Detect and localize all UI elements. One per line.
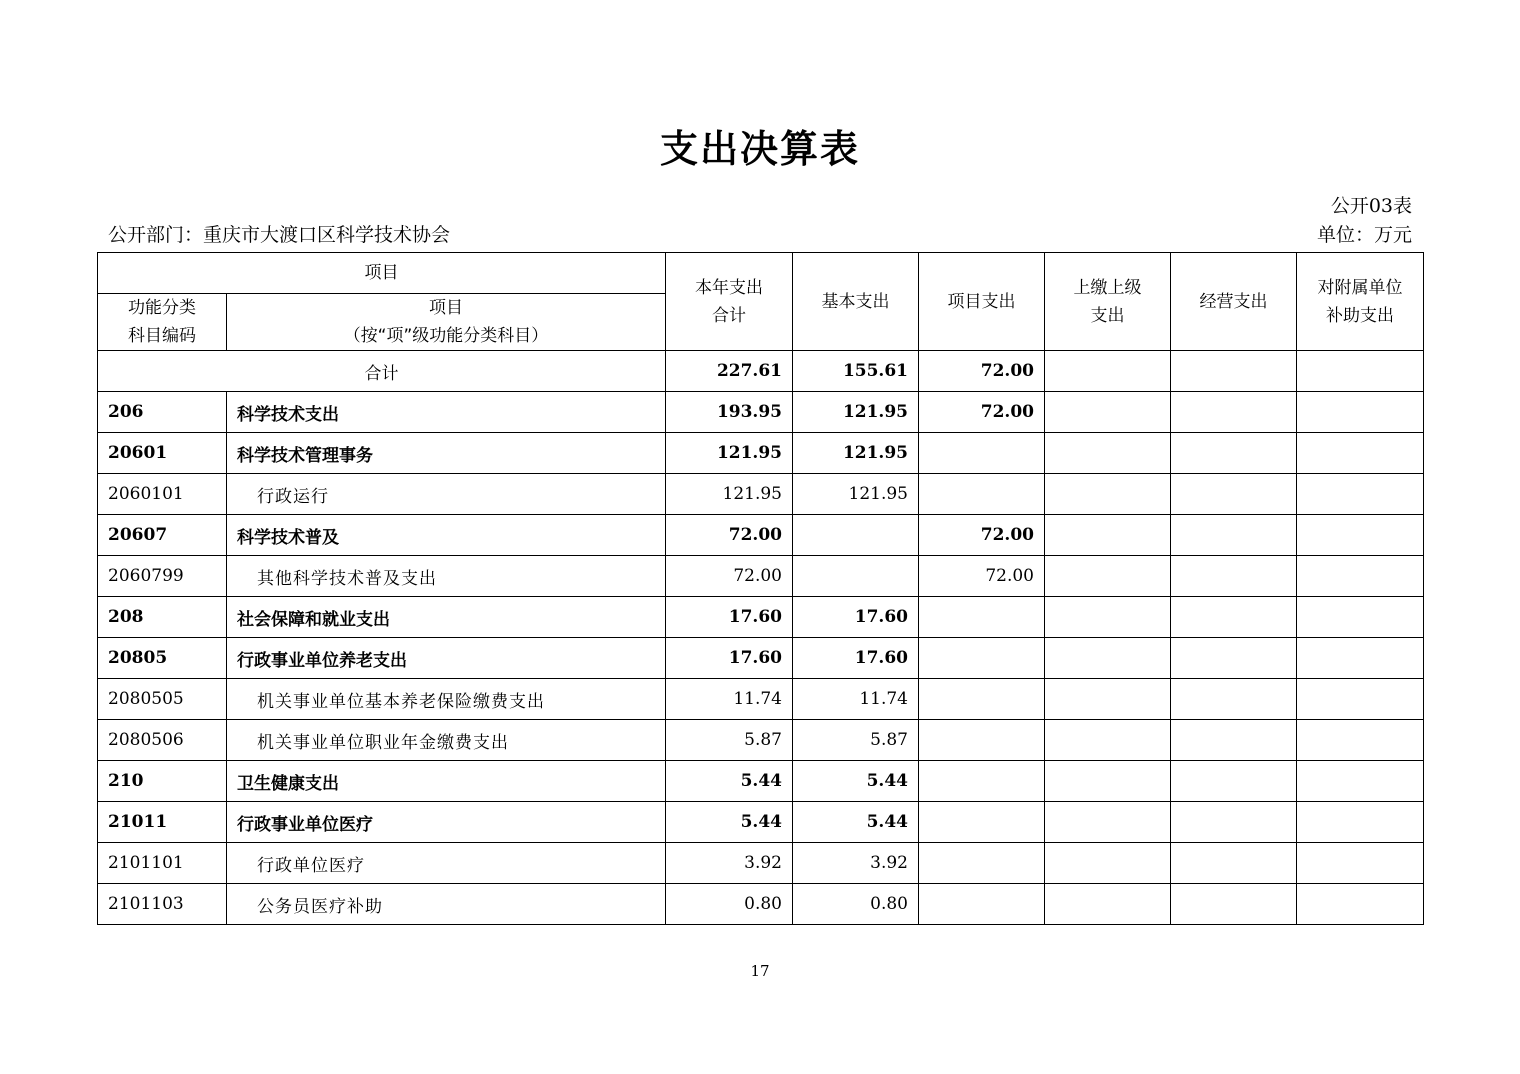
cell-total: 11.74 bbox=[666, 679, 793, 720]
cell-total: 72.00 bbox=[666, 515, 793, 556]
cell-subsidy bbox=[1297, 392, 1424, 433]
cell-business bbox=[1171, 720, 1297, 761]
cell-project bbox=[919, 884, 1045, 925]
cell-subsidy bbox=[1297, 474, 1424, 515]
table-row bbox=[98, 515, 1424, 556]
cell-subsidy bbox=[1297, 597, 1424, 638]
cell-project: 72.00 bbox=[919, 515, 1045, 556]
cell-total: 17.60 bbox=[666, 638, 793, 679]
cell-total: 121.95 bbox=[666, 474, 793, 515]
cell-name: 行政运行 bbox=[227, 474, 666, 515]
cell-code: 21011 bbox=[98, 802, 227, 843]
cell-business bbox=[1171, 638, 1297, 679]
cell-total: 3.92 bbox=[666, 843, 793, 884]
cell-total: 5.44 bbox=[666, 802, 793, 843]
cell-business bbox=[1171, 433, 1297, 474]
cell-upper bbox=[1045, 802, 1171, 843]
cell-business bbox=[1171, 884, 1297, 925]
cell-upper bbox=[1045, 556, 1171, 597]
table-row bbox=[98, 761, 1424, 802]
cell-business bbox=[1171, 597, 1297, 638]
cell-subsidy bbox=[1297, 761, 1424, 802]
cell-name: 社会保障和就业支出 bbox=[227, 597, 666, 638]
table-row bbox=[98, 556, 1424, 597]
header-code: 功能分类 科目编码 bbox=[98, 294, 227, 351]
cell-project bbox=[919, 679, 1045, 720]
cell-name: 科学技术普及 bbox=[227, 515, 666, 556]
total-total: 227.61 bbox=[666, 351, 793, 392]
page-number: 17 bbox=[750, 962, 770, 980]
cell-name: 行政事业单位医疗 bbox=[227, 802, 666, 843]
cell-subsidy bbox=[1297, 679, 1424, 720]
total-row bbox=[98, 351, 1424, 392]
data-rows bbox=[98, 392, 1424, 925]
cell-code: 208 bbox=[98, 597, 227, 638]
table-row bbox=[98, 474, 1424, 515]
table-row bbox=[98, 433, 1424, 474]
cell-name: 其他科学技术普及支出 bbox=[227, 556, 666, 597]
cell-basic: 121.95 bbox=[793, 474, 919, 515]
cell-basic: 5.44 bbox=[793, 802, 919, 843]
cell-business bbox=[1171, 392, 1297, 433]
total-label: 合计 bbox=[98, 351, 666, 392]
cell-business bbox=[1171, 761, 1297, 802]
cell-project bbox=[919, 433, 1045, 474]
cell-code: 210 bbox=[98, 761, 227, 802]
cell-name: 科学技术管理事务 bbox=[227, 433, 666, 474]
header-total: 本年支出 合计 bbox=[666, 253, 793, 351]
table-row bbox=[98, 679, 1424, 720]
cell-name: 机关事业单位基本养老保险缴费支出 bbox=[227, 679, 666, 720]
cell-upper bbox=[1045, 638, 1171, 679]
table-row bbox=[98, 884, 1424, 925]
cell-code: 20601 bbox=[98, 433, 227, 474]
cell-basic: 5.87 bbox=[793, 720, 919, 761]
header-business: 经营支出 bbox=[1171, 253, 1297, 351]
total-subsidy bbox=[1297, 351, 1424, 392]
cell-project bbox=[919, 597, 1045, 638]
cell-total: 121.95 bbox=[666, 433, 793, 474]
cell-name: 行政事业单位养老支出 bbox=[227, 638, 666, 679]
cell-upper bbox=[1045, 515, 1171, 556]
cell-code: 20805 bbox=[98, 638, 227, 679]
cell-subsidy bbox=[1297, 556, 1424, 597]
cell-project bbox=[919, 474, 1045, 515]
cell-name: 行政单位医疗 bbox=[227, 843, 666, 884]
cell-total: 193.95 bbox=[666, 392, 793, 433]
cell-total: 5.44 bbox=[666, 761, 793, 802]
cell-basic: 121.95 bbox=[793, 433, 919, 474]
cell-project bbox=[919, 802, 1045, 843]
cell-code: 2080506 bbox=[98, 720, 227, 761]
table-row bbox=[98, 392, 1424, 433]
cell-total: 5.87 bbox=[666, 720, 793, 761]
cell-upper bbox=[1045, 884, 1171, 925]
cell-basic: 17.60 bbox=[793, 638, 919, 679]
cell-basic: 17.60 bbox=[793, 597, 919, 638]
cell-project: 72.00 bbox=[919, 392, 1045, 433]
cell-total: 0.80 bbox=[666, 884, 793, 925]
cell-basic: 5.44 bbox=[793, 761, 919, 802]
cell-upper bbox=[1045, 843, 1171, 884]
header-item: 项目 bbox=[98, 253, 666, 294]
total-project: 72.00 bbox=[919, 351, 1045, 392]
cell-subsidy bbox=[1297, 802, 1424, 843]
table-row bbox=[98, 843, 1424, 884]
cell-code: 2101101 bbox=[98, 843, 227, 884]
cell-code: 2060101 bbox=[98, 474, 227, 515]
header-upper: 上缴上级 支出 bbox=[1045, 253, 1171, 351]
cell-upper bbox=[1045, 597, 1171, 638]
cell-subsidy bbox=[1297, 720, 1424, 761]
total-upper bbox=[1045, 351, 1171, 392]
cell-business bbox=[1171, 474, 1297, 515]
cell-basic: 3.92 bbox=[793, 843, 919, 884]
header-basic: 基本支出 bbox=[793, 253, 919, 351]
cell-business bbox=[1171, 679, 1297, 720]
header-project: 项目支出 bbox=[919, 253, 1045, 351]
cell-code: 20607 bbox=[98, 515, 227, 556]
page-title: 支出决算表 bbox=[659, 127, 860, 171]
cell-total: 17.60 bbox=[666, 597, 793, 638]
cell-project bbox=[919, 843, 1045, 884]
table-row bbox=[98, 802, 1424, 843]
cell-subsidy bbox=[1297, 638, 1424, 679]
cell-code: 206 bbox=[98, 392, 227, 433]
cell-total: 72.00 bbox=[666, 556, 793, 597]
cell-name: 科学技术支出 bbox=[227, 392, 666, 433]
table-row bbox=[98, 638, 1424, 679]
cell-project bbox=[919, 638, 1045, 679]
total-basic: 155.61 bbox=[793, 351, 919, 392]
cell-project: 72.00 bbox=[919, 556, 1045, 597]
cell-name: 卫生健康支出 bbox=[227, 761, 666, 802]
cell-name: 公务员医疗补助 bbox=[227, 884, 666, 925]
cell-basic bbox=[793, 515, 919, 556]
cell-subsidy bbox=[1297, 843, 1424, 884]
cell-basic: 0.80 bbox=[793, 884, 919, 925]
cell-business bbox=[1171, 556, 1297, 597]
cell-upper bbox=[1045, 720, 1171, 761]
cell-project bbox=[919, 720, 1045, 761]
cell-upper bbox=[1045, 474, 1171, 515]
expenditure-table bbox=[97, 252, 1424, 925]
cell-code: 2060799 bbox=[98, 556, 227, 597]
cell-upper bbox=[1045, 433, 1171, 474]
cell-basic: 11.74 bbox=[793, 679, 919, 720]
department-label: 公开部门：重庆市大渡口区科学技术协会 bbox=[108, 224, 451, 246]
cell-basic: 121.95 bbox=[793, 392, 919, 433]
cell-code: 2101103 bbox=[98, 884, 227, 925]
cell-subsidy bbox=[1297, 515, 1424, 556]
cell-project bbox=[919, 761, 1045, 802]
unit-label: 单位：万元 bbox=[1316, 224, 1412, 246]
cell-code: 2080505 bbox=[98, 679, 227, 720]
cell-subsidy bbox=[1297, 884, 1424, 925]
header-name: 项目 （按“项”级功能分类科目） bbox=[227, 294, 666, 351]
cell-upper bbox=[1045, 679, 1171, 720]
cell-business bbox=[1171, 515, 1297, 556]
cell-upper bbox=[1045, 761, 1171, 802]
cell-business bbox=[1171, 802, 1297, 843]
cell-name: 机关事业单位职业年金缴费支出 bbox=[227, 720, 666, 761]
cell-subsidy bbox=[1297, 433, 1424, 474]
total-business bbox=[1171, 351, 1297, 392]
cell-business bbox=[1171, 843, 1297, 884]
form-number: 公开03表 bbox=[1330, 195, 1412, 217]
header-subsidy: 对附属单位 补助支出 bbox=[1297, 253, 1424, 351]
table-row bbox=[98, 720, 1424, 761]
table-row bbox=[98, 597, 1424, 638]
cell-basic bbox=[793, 556, 919, 597]
cell-upper bbox=[1045, 392, 1171, 433]
